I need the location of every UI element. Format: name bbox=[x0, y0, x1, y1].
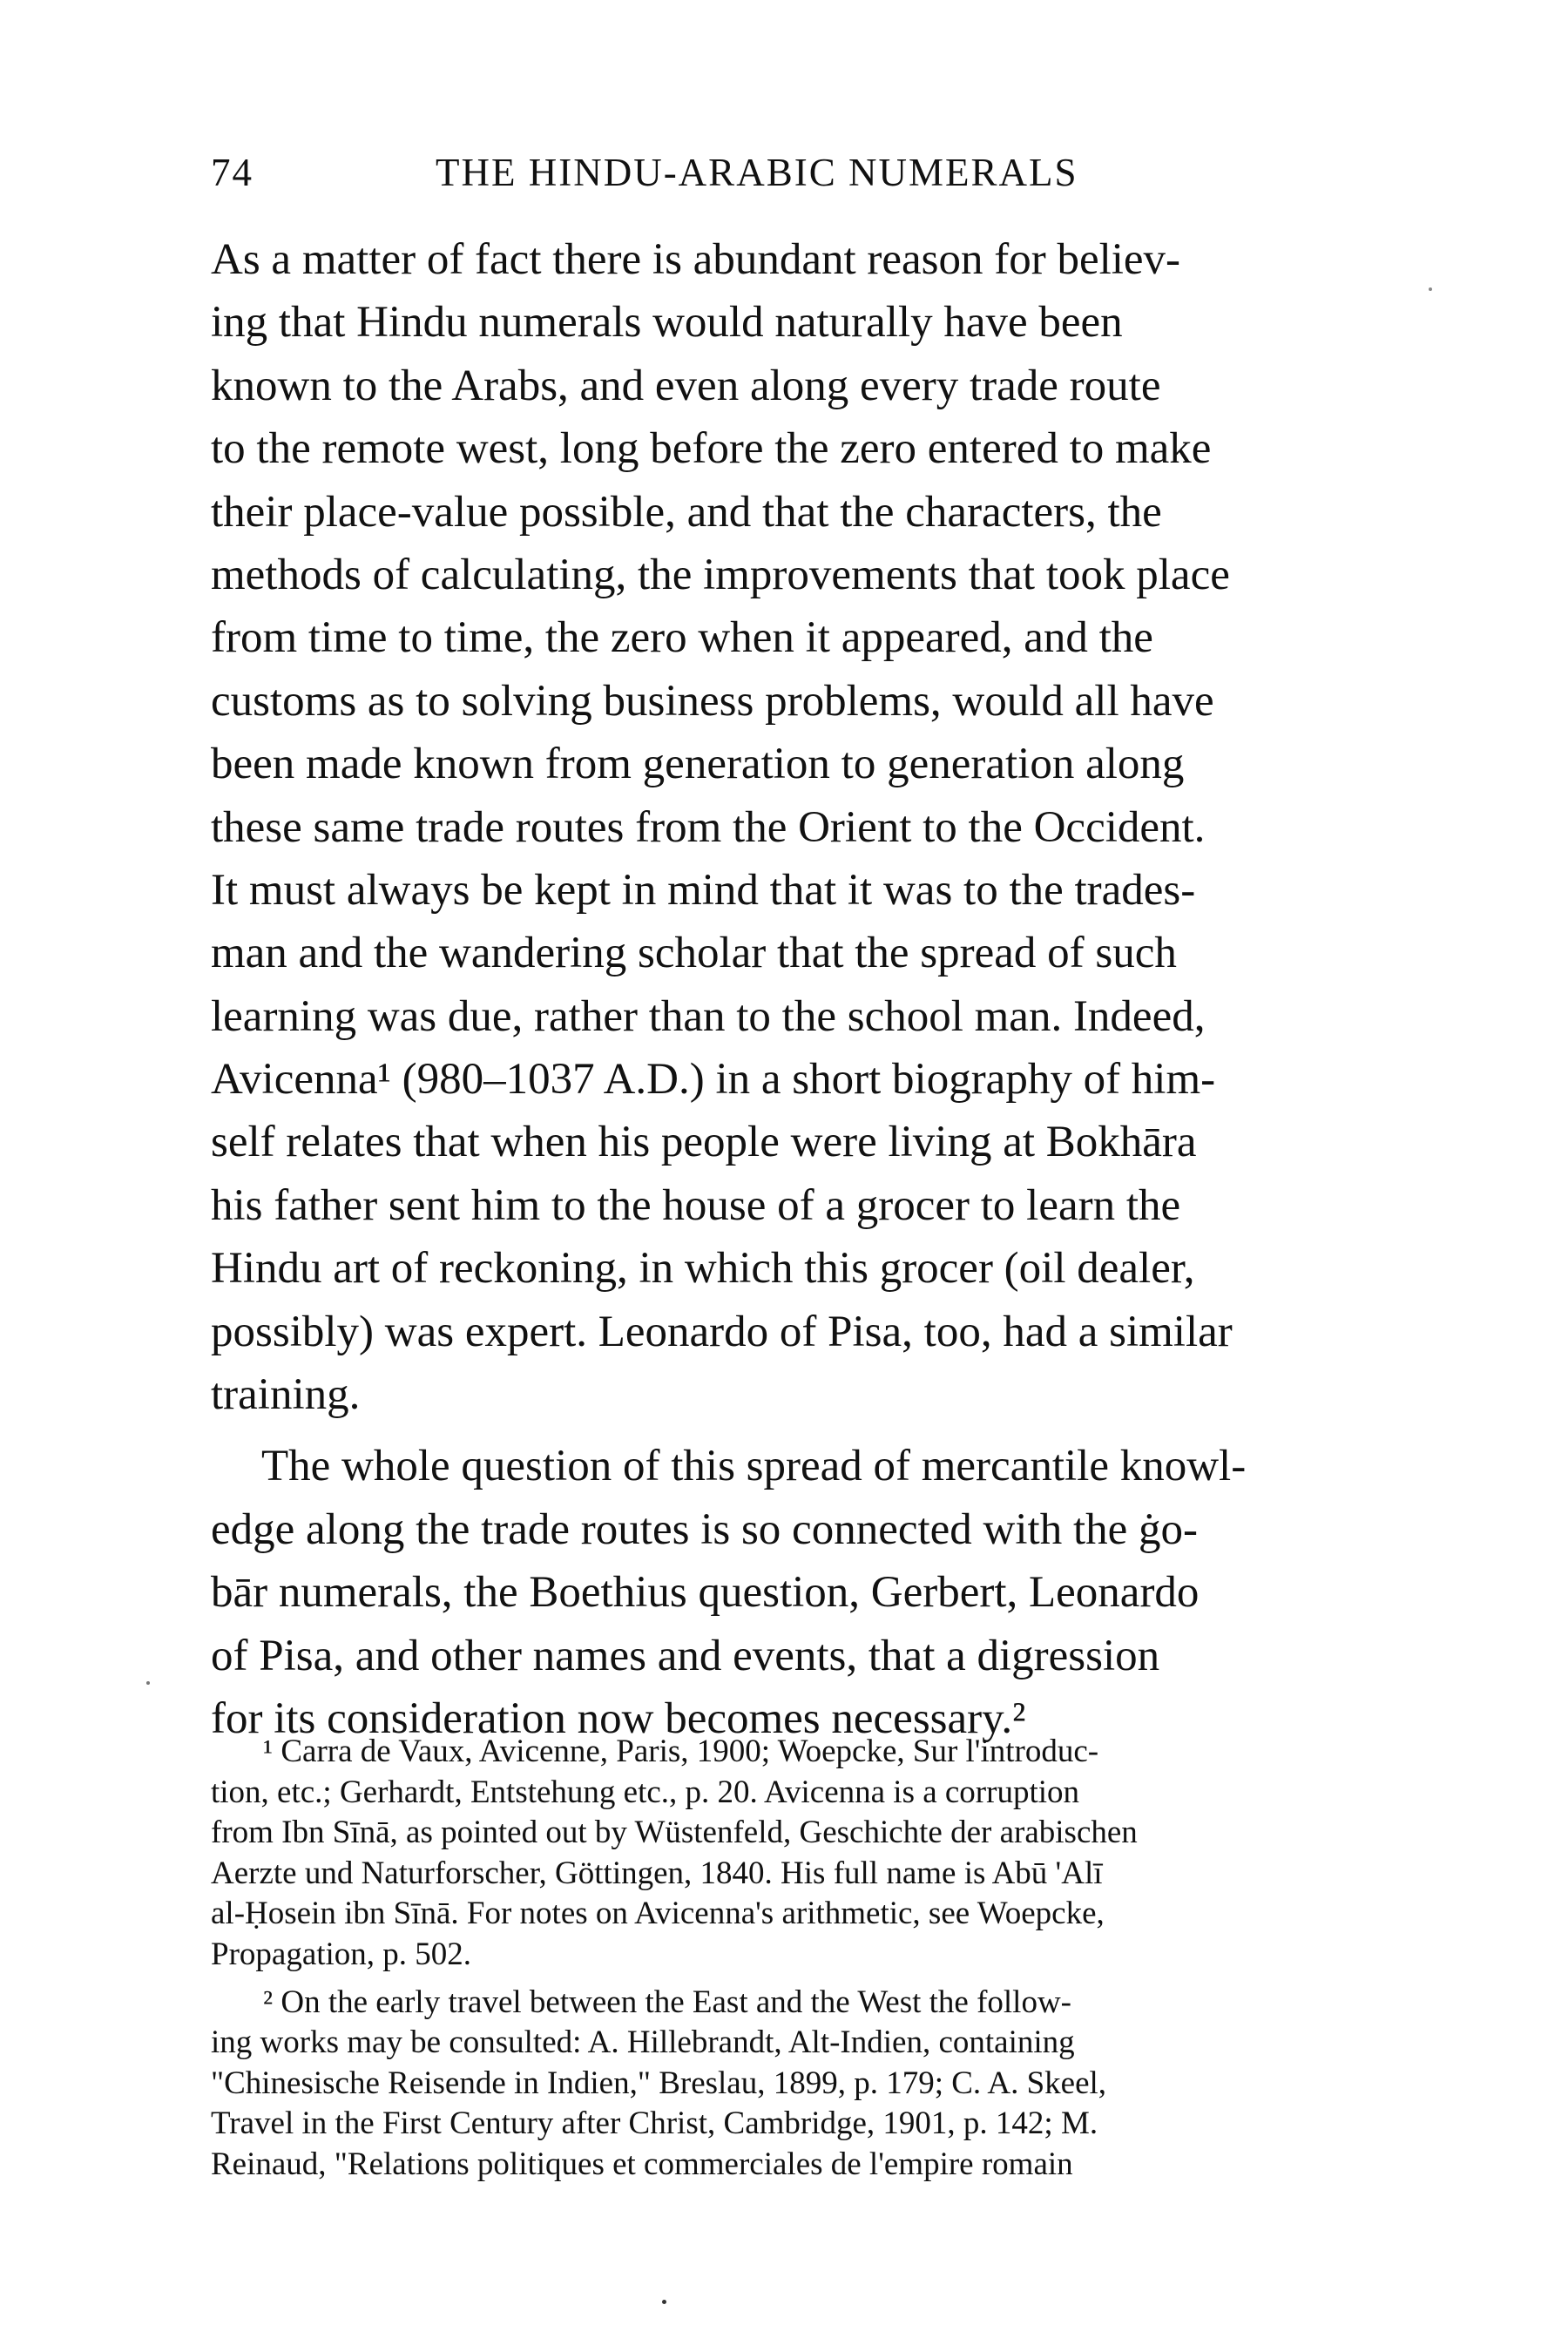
text-line: The whole question of this spread of mercantile knowl- bbox=[261, 1442, 1247, 1491]
running-title: THE HINDU-ARABIC NUMERALS bbox=[436, 151, 1078, 194]
footnote-line: ² On the early travel between the East and the West the follow- bbox=[263, 1984, 1071, 2020]
text-line: man and the wandering scholar that the spread of such bbox=[211, 929, 1177, 978]
text-line: for its consideration now becomes necessary.² bbox=[211, 1693, 1026, 1743]
footnote-line: Aerzte und Naturforscher, Göttingen, 1840. His full name is Abū 'Alī bbox=[211, 1855, 1103, 1891]
footnote-line: Reinaud, "Relations politiques et commerciales de l'empire romain bbox=[211, 2146, 1073, 2182]
body-text bbox=[211, 228, 1396, 1750]
scan-speck bbox=[1429, 287, 1432, 291]
text-line: It must always be kept in mind that it was to the trades- bbox=[211, 865, 1196, 915]
footnote-line: ¹ Carra de Vaux, Avicenne, Paris, 1900; Woepcke, Sur l'introduc- bbox=[263, 1734, 1099, 1769]
text-line: methods of calculating, the improvements that took place bbox=[211, 550, 1230, 599]
running-head bbox=[211, 150, 1396, 202]
text-line: to the remote west, long before the zero entered to make bbox=[211, 424, 1212, 474]
paragraph-2 bbox=[211, 1435, 1396, 1750]
footnote-line: ing works may be consulted: A. Hillebrandt, Alt-Indien, containing bbox=[211, 2024, 1075, 2061]
footnote-line: Propagation, p. 502. bbox=[211, 1936, 472, 1972]
text-line: self relates that when his people were living at Bokhāra bbox=[211, 1118, 1197, 1167]
paragraph-1 bbox=[211, 228, 1396, 1426]
text-line: their place-value possible, and that the characters, the bbox=[211, 487, 1162, 537]
footnote-line: al-Ḥosein ibn Sīnā. For notes on Avicenna's arithmetic, see Woepcke, bbox=[211, 1896, 1105, 1932]
text-line: his father sent him to the house of a grocer to learn the bbox=[211, 1180, 1181, 1230]
footnote-2 bbox=[211, 1983, 1396, 2186]
footnote-line: Travel in the First Century after Christ, Cambridge, 1901, p. 142; M. bbox=[211, 2105, 1098, 2142]
text-line: possibly) was expert. Leonardo of Pisa, too, had a similar bbox=[211, 1307, 1233, 1356]
text-line: of Pisa, and other names and events, that a digression bbox=[211, 1631, 1160, 1680]
footnote-line: "Chinesische Reisende in Indien," Breslau, 1899, p. 179; C. A. Skeel, bbox=[211, 2065, 1107, 2101]
text-line: been made known from generation to generation along bbox=[211, 740, 1185, 789]
footnote-line: tion, etc.; Gerhardt, Entstehung etc., p. 20. Avicenna is a corruption bbox=[211, 1774, 1080, 1810]
text-line: training. bbox=[211, 1370, 361, 1420]
scan-speck bbox=[662, 2300, 666, 2304]
footnotes bbox=[211, 1732, 1396, 2186]
text-line: Avicenna¹ (980–1037 A.D.) in a short biography of him- bbox=[211, 1055, 1216, 1105]
text-line: edge along the trade routes is so connected with the ġo- bbox=[211, 1504, 1198, 1554]
text-line: known to the Arabs, and even along every trade route bbox=[211, 361, 1161, 410]
text-line: learning was due, rather than to the school man. Indeed, bbox=[211, 991, 1206, 1041]
text-line: customs as to solving business problems, would all have bbox=[211, 676, 1214, 726]
text-line: bār numerals, the Boethius question, Gerbert, Leonardo bbox=[211, 1568, 1200, 1618]
text-line: As a matter of fact there is abundant reason for believ- bbox=[211, 235, 1181, 284]
text-line: ing that Hindu numerals would naturally have been bbox=[211, 298, 1123, 348]
text-line: from time to time, the zero when it appeared, and the bbox=[211, 613, 1153, 663]
text-line: Hindu art of reckoning, in which this grocer (oil dealer, bbox=[211, 1244, 1195, 1294]
footnote-line: from Ibn Sīnā, as pointed out by Wüstenfeld, Geschichte der arabischen bbox=[211, 1815, 1138, 1851]
scan-speck bbox=[146, 1681, 150, 1685]
footnote-1 bbox=[211, 1732, 1396, 1976]
page-number: 74 bbox=[211, 151, 253, 194]
text-line: these same trade routes from the Orient to the Occident. bbox=[211, 802, 1206, 852]
